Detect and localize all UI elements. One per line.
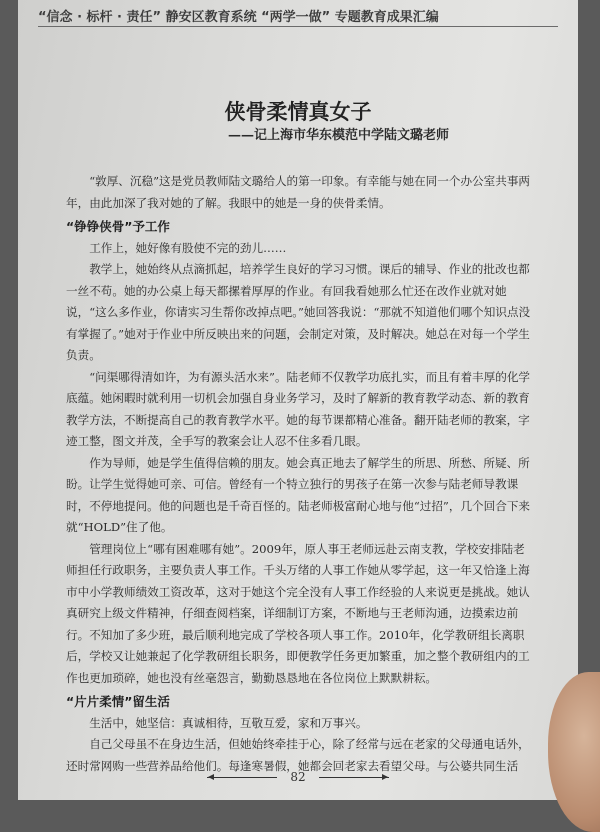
- paragraph: 工作上，她好像有股使不完的劲儿……: [89, 240, 287, 255]
- page-number: 82: [290, 770, 306, 784]
- paragraph: “问渠哪得清如许，为有源头活水来”。陆老师不仅教学功底扎实，而且有着丰厚的化学底蕴。她闲暇时就利用一切机会加强自身业务学习，及时了解新的教育教学动态、新的教育教学方法，不断提高自己的教育教学水平。她的每节课都精心准备。翻开陆老师的教案，字迹工整，图文并茂，全手写的教案会让人忍不住多看几眼。: [66, 369, 531, 448]
- document-page: [18, 0, 578, 800]
- paragraph: 管理岗位上“哪有困难哪有她”。2009年，原人事王老师远赴云南支教，学校安排陆老师担任行政职务，主要负责人事工作。千头万绪的人事工作她从零学起，这一年又恰逢上海市中小学教师绩效工资改革，这对于她这个完全没有人事工作经验的人来说更是挑战。她认真研究上级文件精神，仔细查阅档案，详细制订方案，不断地与王老师沟通，边摸索边前行。不知加了多少班，最后顺利地完成了学校各项人事工作。2010年，化学教研组长离职后，学校又让她兼起了化学教研组长职务，即便教学任务更加繁重，加之整个教研组内的工作也更加琐碎，她也没有丝毫怨言，勤勤恳恳地在各位岗位上默默耕耘。: [66, 541, 530, 685]
- paragraph: 教学上，她始终从点滴抓起，培养学生良好的学习习惯。课后的辅导、作业的批改也都一丝不苟。她的办公桌上每天都摞着厚厚的作业。有回我看她那么忙还在改作业就对她说，“这么多作业，你请实习生帮你改掉点吧。”她回答我说：“那就不知道他们哪个知识点没有掌握了。”她对于作业中所反映出来的问题，会制定对策，及时解决。她总在对每一个学生负责。: [66, 262, 531, 362]
- article-subtitle: ——记上海市华东模范中学陆文璐老师: [228, 128, 450, 143]
- right-arrow-icon: [319, 777, 389, 778]
- header-rule: [38, 26, 558, 27]
- section-heading: “片片柔情”留生活: [66, 694, 170, 709]
- section-heading: “铮铮侠骨”予工作: [66, 219, 170, 234]
- running-header: “信念 · 标杆 · 责任” 静安区教育系统 “两学一做” 专题教育成果汇编: [38, 10, 439, 25]
- intro-paragraph: “敦厚、沉稳”这是党员教师陆文璐给人的第一印象。有幸能与她在同一个办公室共事两年，由此加深了我对她的了解。我眼中的她是一身的侠骨柔情。: [66, 174, 531, 210]
- paragraph: 自己父母虽不在身边生活，但她始终牵挂于心，除了经常与远在老家的父母通电话外，还时常网购一些营养品给他们。每逢寒暑假，她都会回老家去看望父母。与公婆共同生活: [66, 737, 530, 773]
- paragraph: 作为导师，她是学生值得信赖的朋友。她会真正地去了解学生的所思、所愁、所疑、所盼。让学生觉得她可亲、可信。曾经有一个特立独行的男孩子在第一次参与陆老师导教课时，不停地提问。他的问题也是千奇百怪的。陆老师极富耐心地与他“过招”，几个回合下来就“HOLD”住了他。: [66, 455, 531, 534]
- left-arrow-icon: [207, 777, 277, 778]
- article-title: 侠骨柔情真女子: [224, 100, 372, 124]
- page-footer: [18, 770, 578, 784]
- paragraph: 生活中，她坚信：真诚相待，互敬互爱，家和万事兴。: [89, 715, 368, 730]
- article-body: [66, 171, 536, 777]
